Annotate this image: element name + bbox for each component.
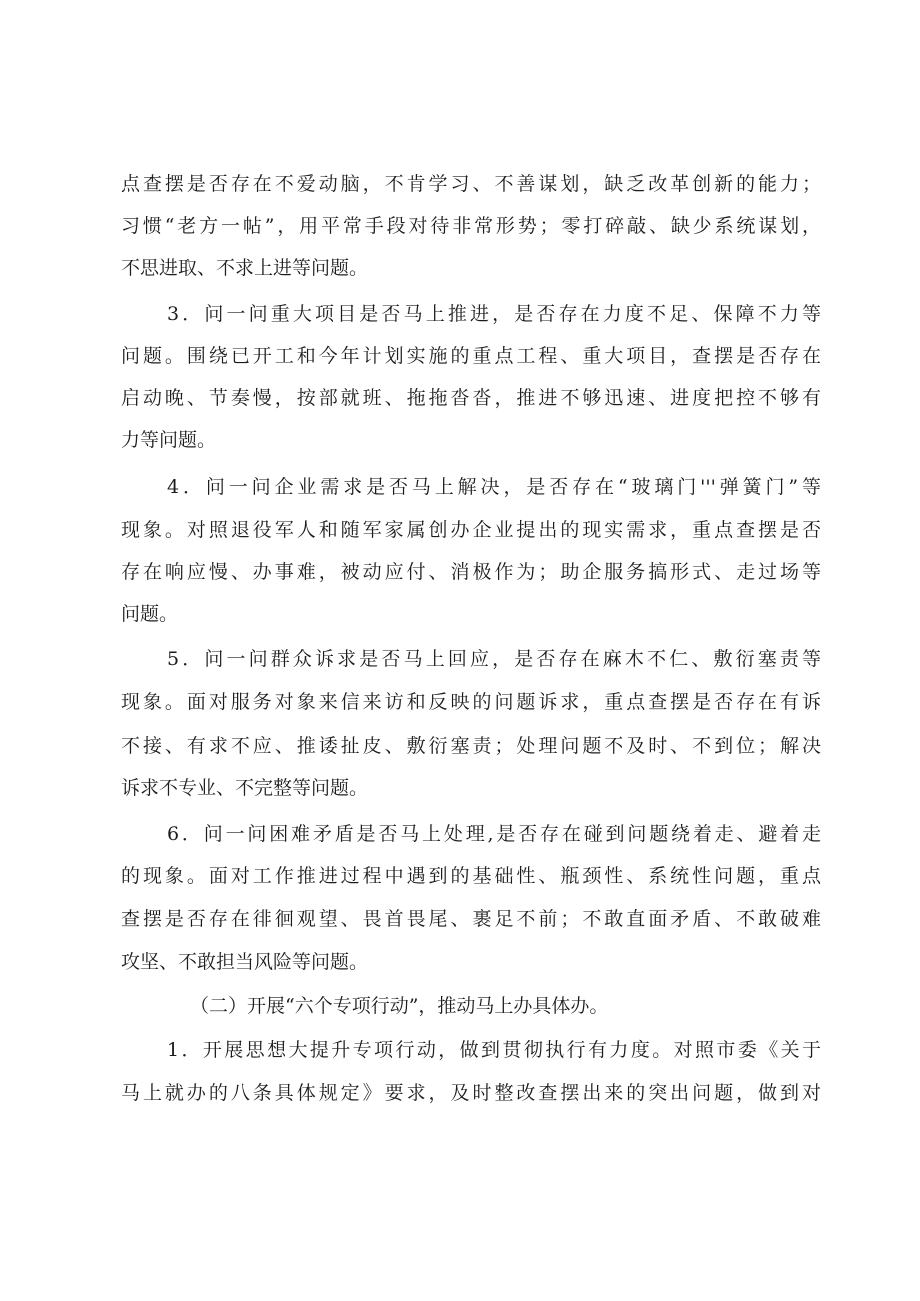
text-line: 点查摆是否存在不爱动脑，不肯学习、不善谋划，缺乏改革创新的能力；	[121, 173, 821, 195]
paragraph-3-first-line: 3．问一问重大项目是否马上推进，是否存在力度不足、保障不力等	[167, 303, 821, 325]
text-line: 现象。面对服务对象来信来访和反映的问题诉求，重点查摆是否存在有诉	[121, 691, 821, 713]
text-line: 不思进取、不求上进等问题。	[121, 257, 369, 279]
text-line: 查摆是否存在徘徊观望、畏首畏尾、裹足不前；不敢直面矛盾、不敢破难	[121, 908, 821, 930]
text-line: 启动晚、节奏慢，按部就班、拖拖沓沓，推进不够迅速、进度把控不够有	[121, 387, 821, 409]
text-line: 攻坚、不敢担当风险等问题。	[121, 951, 369, 973]
text-line: 习惯“老方一帖”，用平常手段对待非常形势；零打碎敲、缺少系统谋划，	[121, 215, 821, 237]
text-line: 现象。对照退役军人和随军家属创办企业提出的现实需求，重点查摆是否	[121, 519, 821, 541]
paragraph-5-first-line: 5．问一问群众诉求是否马上回应，是否存在麻木不仁、敷衍塞责等	[167, 648, 821, 670]
text-line: 问题。	[121, 603, 179, 625]
text-line: 不接、有求不应、推诿扯皮、敷衍塞责；处理问题不及时、不到位；解决	[121, 735, 821, 757]
text-line: 问题。围绕已开工和今年计划实施的重点工程、重大项目，查摆是否存在	[121, 345, 821, 367]
paragraph-4-first-line: 4．问一问企业需求是否马上解决，是否存在“玻璃门'''弹簧门”等	[167, 476, 821, 498]
text-line: 存在响应慢、办事难，被动应付、消极作为；助企服务搞形式、走过场等	[121, 561, 821, 583]
text-line: 力等问题。	[121, 429, 217, 451]
text-line: 的现象。面对工作推进过程中遇到的基础性、瓶颈性、系统性问题，重点	[121, 865, 821, 887]
paragraph-6-first-line: 6．问一问困难矛盾是否马上处理,是否存在碰到问题绕着走、避着走	[167, 823, 821, 845]
text-line: 马上就办的八条具体规定》要求，及时整改查摆出来的突出问题，做到对	[121, 1082, 821, 1104]
section-heading: （二）开展“六个专项行动”，推动马上办具体办。	[190, 995, 609, 1017]
text-line: 诉求不专业、不完整等问题。	[121, 777, 369, 799]
action-1-first-line: 1．开展思想大提升专项行动，做到贯彻执行有力度。对照市委《关于	[167, 1039, 821, 1061]
